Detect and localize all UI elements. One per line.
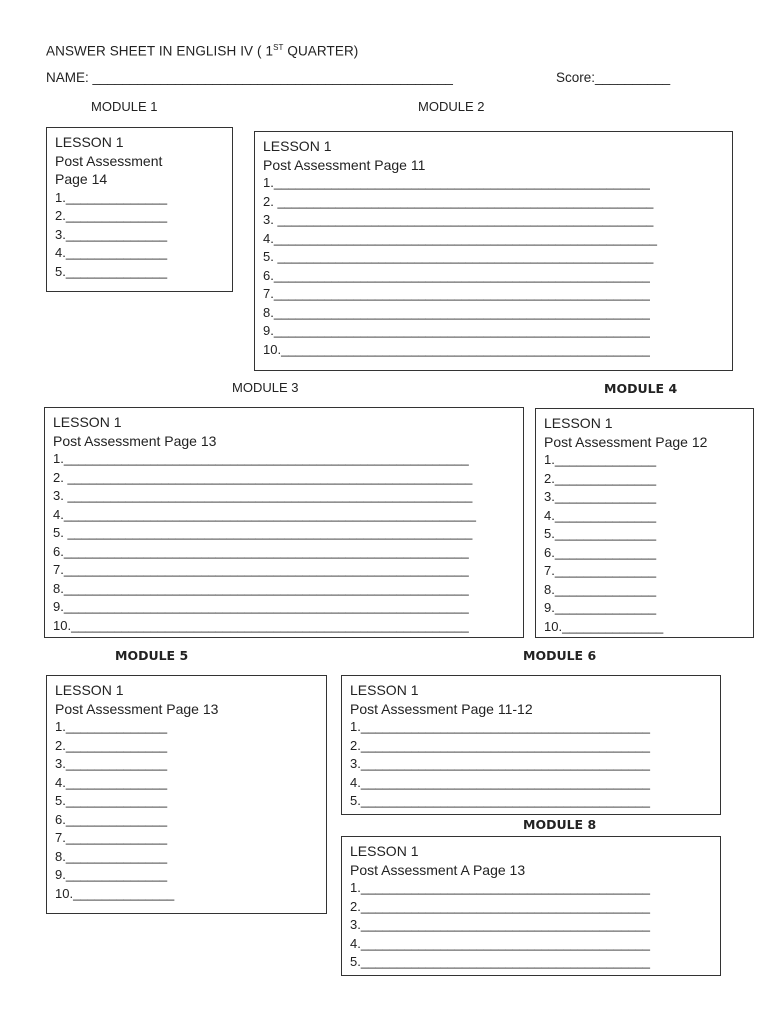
answer-line[interactable]: 3.________________________________________ [350,756,651,772]
answer-line[interactable]: 2.________________________________________ [350,898,651,914]
answer-line[interactable]: 8.____________________________________________________ [263,304,650,320]
answer-line[interactable]: 1.________________________________________________________ [53,451,469,467]
answer-line[interactable]: 4.______________ [55,774,168,790]
answer-line[interactable]: 7.______________ [544,563,657,579]
answer-line[interactable]: 4.________________________________________ [350,774,651,790]
answer-line[interactable]: 6.____________________________________________________ [263,267,650,283]
lesson-title: LESSON 1 [544,415,613,431]
answer-line[interactable]: 4.______________ [55,245,168,261]
answer-line[interactable]: 5. ________________________________________________________ [53,525,473,541]
module-8-label: MODULE 8 [523,817,597,832]
answer-line[interactable]: 8.________________________________________________________ [53,580,469,596]
answer-line[interactable]: 4.______________ [544,507,657,523]
answer-line[interactable]: 3. ____________________________________________________ [263,212,654,228]
title-prefix: ANSWER SHEET IN ENGLISH IV ( 1 [46,43,274,59]
module-3-label: MODULE 3 [232,380,299,395]
answer-line[interactable]: 1.______________ [55,189,168,205]
answer-line[interactable]: 10.______________ [55,885,175,901]
answer-line[interactable]: 2.______________ [55,208,168,224]
lesson-title: LESSON 1 [55,134,124,150]
module-4-label: MODULE 4 [604,381,678,396]
answer-line[interactable]: 2.________________________________________ [350,737,651,753]
assessment-line: Post Assessment Page 13 [55,700,219,717]
answer-line[interactable]: 9.______________ [55,867,168,883]
answer-line[interactable]: 2. ________________________________________________________ [53,469,473,485]
answer-line[interactable]: 5.______________ [544,526,657,542]
module-1-box [46,127,233,292]
answer-line[interactable]: 2.______________ [55,737,168,753]
answer-line[interactable]: 9.________________________________________________________ [53,599,469,615]
answer-line[interactable]: 5.________________________________________ [350,954,651,970]
sheet-title [46,43,358,59]
answer-line[interactable]: 7.________________________________________________________ [53,562,469,578]
answer-line[interactable]: 1.________________________________________ [350,880,651,896]
answer-line[interactable]: 8.______________ [55,848,168,864]
answer-line[interactable]: 1.____________________________________________________ [263,175,650,191]
answer-line[interactable]: 5.______________ [55,263,168,279]
title-superscript: ST [273,43,284,52]
answer-line[interactable]: 10.___________________________________________________ [263,341,650,357]
answer-line[interactable]: 5. ____________________________________________________ [263,249,654,265]
name-field: NAME: ________________________________________________ [46,70,453,85]
lesson-title: LESSON 1 [350,682,419,698]
lesson-title: LESSON 1 [263,138,332,154]
assessment-line: Post Assessment Page 13 [53,432,217,449]
module-5-box [46,675,327,914]
answer-line[interactable]: 6.________________________________________________________ [53,543,469,559]
answer-line[interactable]: 8.______________ [544,581,657,597]
answer-line[interactable]: 6.______________ [55,811,168,827]
assessment-line: Post Assessment Page 11-12 [350,700,533,717]
answer-line[interactable]: 10._______________________________________________________ [53,617,469,633]
assessment-line: Page 14 [55,171,108,188]
module-2-box [254,131,733,371]
answer-line[interactable]: 2. ____________________________________________________ [263,193,654,209]
answer-line[interactable]: 3.______________ [55,226,168,242]
lesson-title: LESSON 1 [53,414,122,430]
answer-line[interactable]: 3.______________ [544,489,657,505]
title-suffix: QUARTER) [283,43,359,59]
module-5-label: MODULE 5 [115,648,189,663]
score-field: Score:__________ [556,70,671,85]
answer-line[interactable]: 1.______________ [55,719,168,735]
answer-line[interactable]: 7.______________ [55,830,168,846]
answer-line[interactable]: 1.________________________________________ [350,719,651,735]
answer-line[interactable]: 7.____________________________________________________ [263,286,650,302]
answer-line[interactable]: 4._____________________________________________________ [263,230,658,246]
assessment-line: Post Assessment [55,152,163,169]
answer-line[interactable]: 2.______________ [544,470,657,486]
answer-line[interactable]: 10.______________ [544,618,664,634]
module-2-label: MODULE 2 [418,99,485,114]
answer-line[interactable]: 1.______________ [544,452,657,468]
answer-line[interactable]: 3.______________ [55,756,168,772]
answer-line[interactable]: 5.______________ [55,793,168,809]
module-1-label: MODULE 1 [91,99,158,114]
answer-line[interactable]: 5.________________________________________ [350,793,651,809]
lesson-title: LESSON 1 [55,682,124,698]
lesson-title: LESSON 1 [350,843,419,859]
answer-line[interactable]: 3. ________________________________________________________ [53,488,473,504]
answer-line[interactable]: 6.______________ [544,544,657,560]
answer-line[interactable]: 3.________________________________________ [350,917,651,933]
answer-line[interactable]: 4.________________________________________ [350,935,651,951]
module-6-box [341,675,721,815]
module-4-box [535,408,754,638]
answer-line[interactable]: 9.____________________________________________________ [263,323,650,339]
assessment-line: Post Assessment Page 11 [263,156,426,173]
module-8-box [341,836,721,976]
answer-line[interactable]: 9.______________ [544,600,657,616]
module-3-box [44,407,524,638]
assessment-line: Post Assessment Page 12 [544,433,708,450]
module-6-label: MODULE 6 [523,648,597,663]
answer-line[interactable]: 4._________________________________________________________ [53,506,476,522]
assessment-line: Post Assessment A Page 13 [350,861,526,878]
